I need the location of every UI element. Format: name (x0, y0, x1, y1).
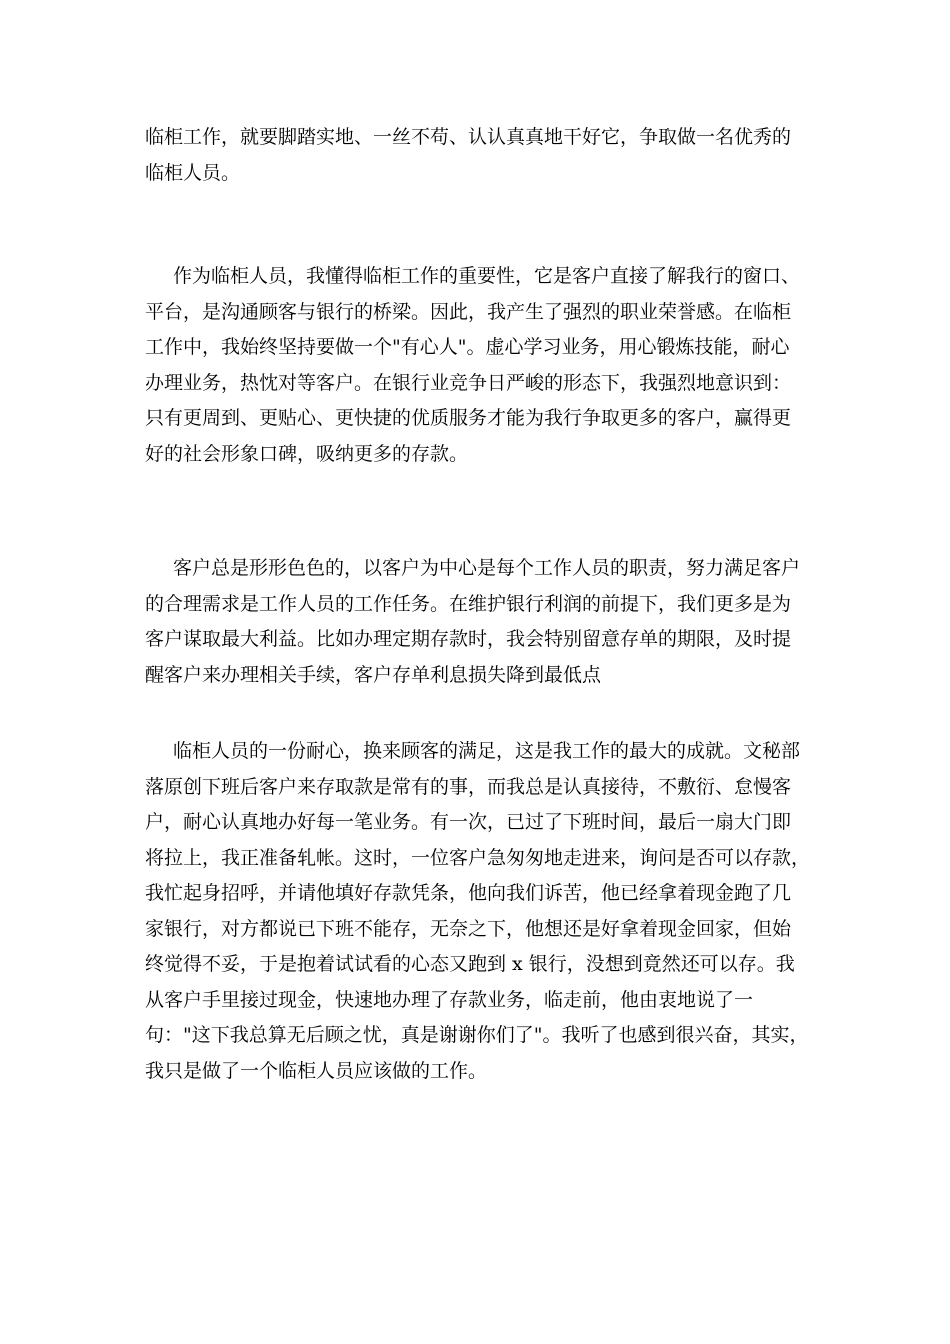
text-line: 只有更周到、更贴心、更快捷的优质服务才能为我行争取更多的客户，赢得更 (145, 407, 792, 429)
text-line: 我只是做了一个临柜人员应该做的工作。 (145, 1059, 488, 1082)
text-line: 临柜人员的一份耐心，换来顾客的满足，这是我工作的最大的成就。文秘部 (173, 740, 801, 762)
text-line: 临柜工作，就要脚踏实地、一丝不苟、认认真真地干好它，争取做一名优秀的 (145, 126, 792, 148)
paragraph-2 (145, 259, 805, 472)
text-line: 家银行，对方都说已下班不能存，无奈之下，他想还是好拿着现金回家，但始 (145, 917, 792, 940)
text-line: 工作中，我始终坚持要做一个"有心人"。虚心学习业务，用心锻炼技能，耐心 (145, 336, 790, 358)
text-line: 落原创下班后客户来存取款是常有的事，而我总是认真接待，不敷衍、怠慢客 (145, 775, 792, 798)
text-line: 句："这下我总算无后顾之忧，真是谢谢你们了"。我听了也感到很兴奋，其实， (145, 1024, 809, 1046)
text-line: 户，耐心认真地办好每一笔业务。有一次，已过了下班时间，最后一扇大门即 (145, 811, 792, 833)
text-line: 客户谋取最大利益。比如办理定期存款时，我会特别留意存单的期限，及时提 (145, 628, 792, 650)
text-line: 将拉上，我正准备轧帐。这时，一位客户急匆匆地走进来，询问是否可以存款， (145, 846, 811, 869)
paragraph-1 (145, 120, 805, 191)
text-line: 办理业务，热忱对等客户。在银行业竞争日严峻的形态下，我强烈地意识到： (145, 371, 792, 394)
text-line: 客户总是形形色色的，以客户为中心是每个工作人员的职责，努力满足客户 (173, 557, 801, 579)
text-line: 好的社会形象口碑，吸纳更多的存款。 (145, 442, 469, 465)
text-line: 从客户手里接过现金，快速地办理了存款业务，临走前，他由衷地说了一 (145, 988, 754, 1011)
paragraph-4 (145, 734, 811, 1089)
text-line: 作为临柜人员，我懂得临柜工作的重要性，它是客户直接了解我行的窗口、 (173, 265, 801, 287)
text-line: 平台，是沟通顾客与银行的桥梁。因此，我产生了强烈的职业荣誉感。在临柜 (145, 300, 792, 323)
text-line: 醒客户来办理相关手续，客户存单利息损失降到最低点 (145, 663, 602, 686)
text-line: 我忙起身招呼，并请他填好存款凭条，他向我们诉苦，他已经拿着现金跑了几 (145, 882, 792, 904)
text-line: 的合理需求是工作人员的工作任务。在维护银行利润的前提下，我们更多是为 (145, 592, 792, 615)
text-line: 临柜人员。 (145, 161, 241, 184)
paragraph-3 (145, 551, 805, 693)
text-line: 终觉得不妥，于是抱着试试看的心态又跑到 x 银行，没想到竟然还可以存。我 (145, 953, 795, 975)
